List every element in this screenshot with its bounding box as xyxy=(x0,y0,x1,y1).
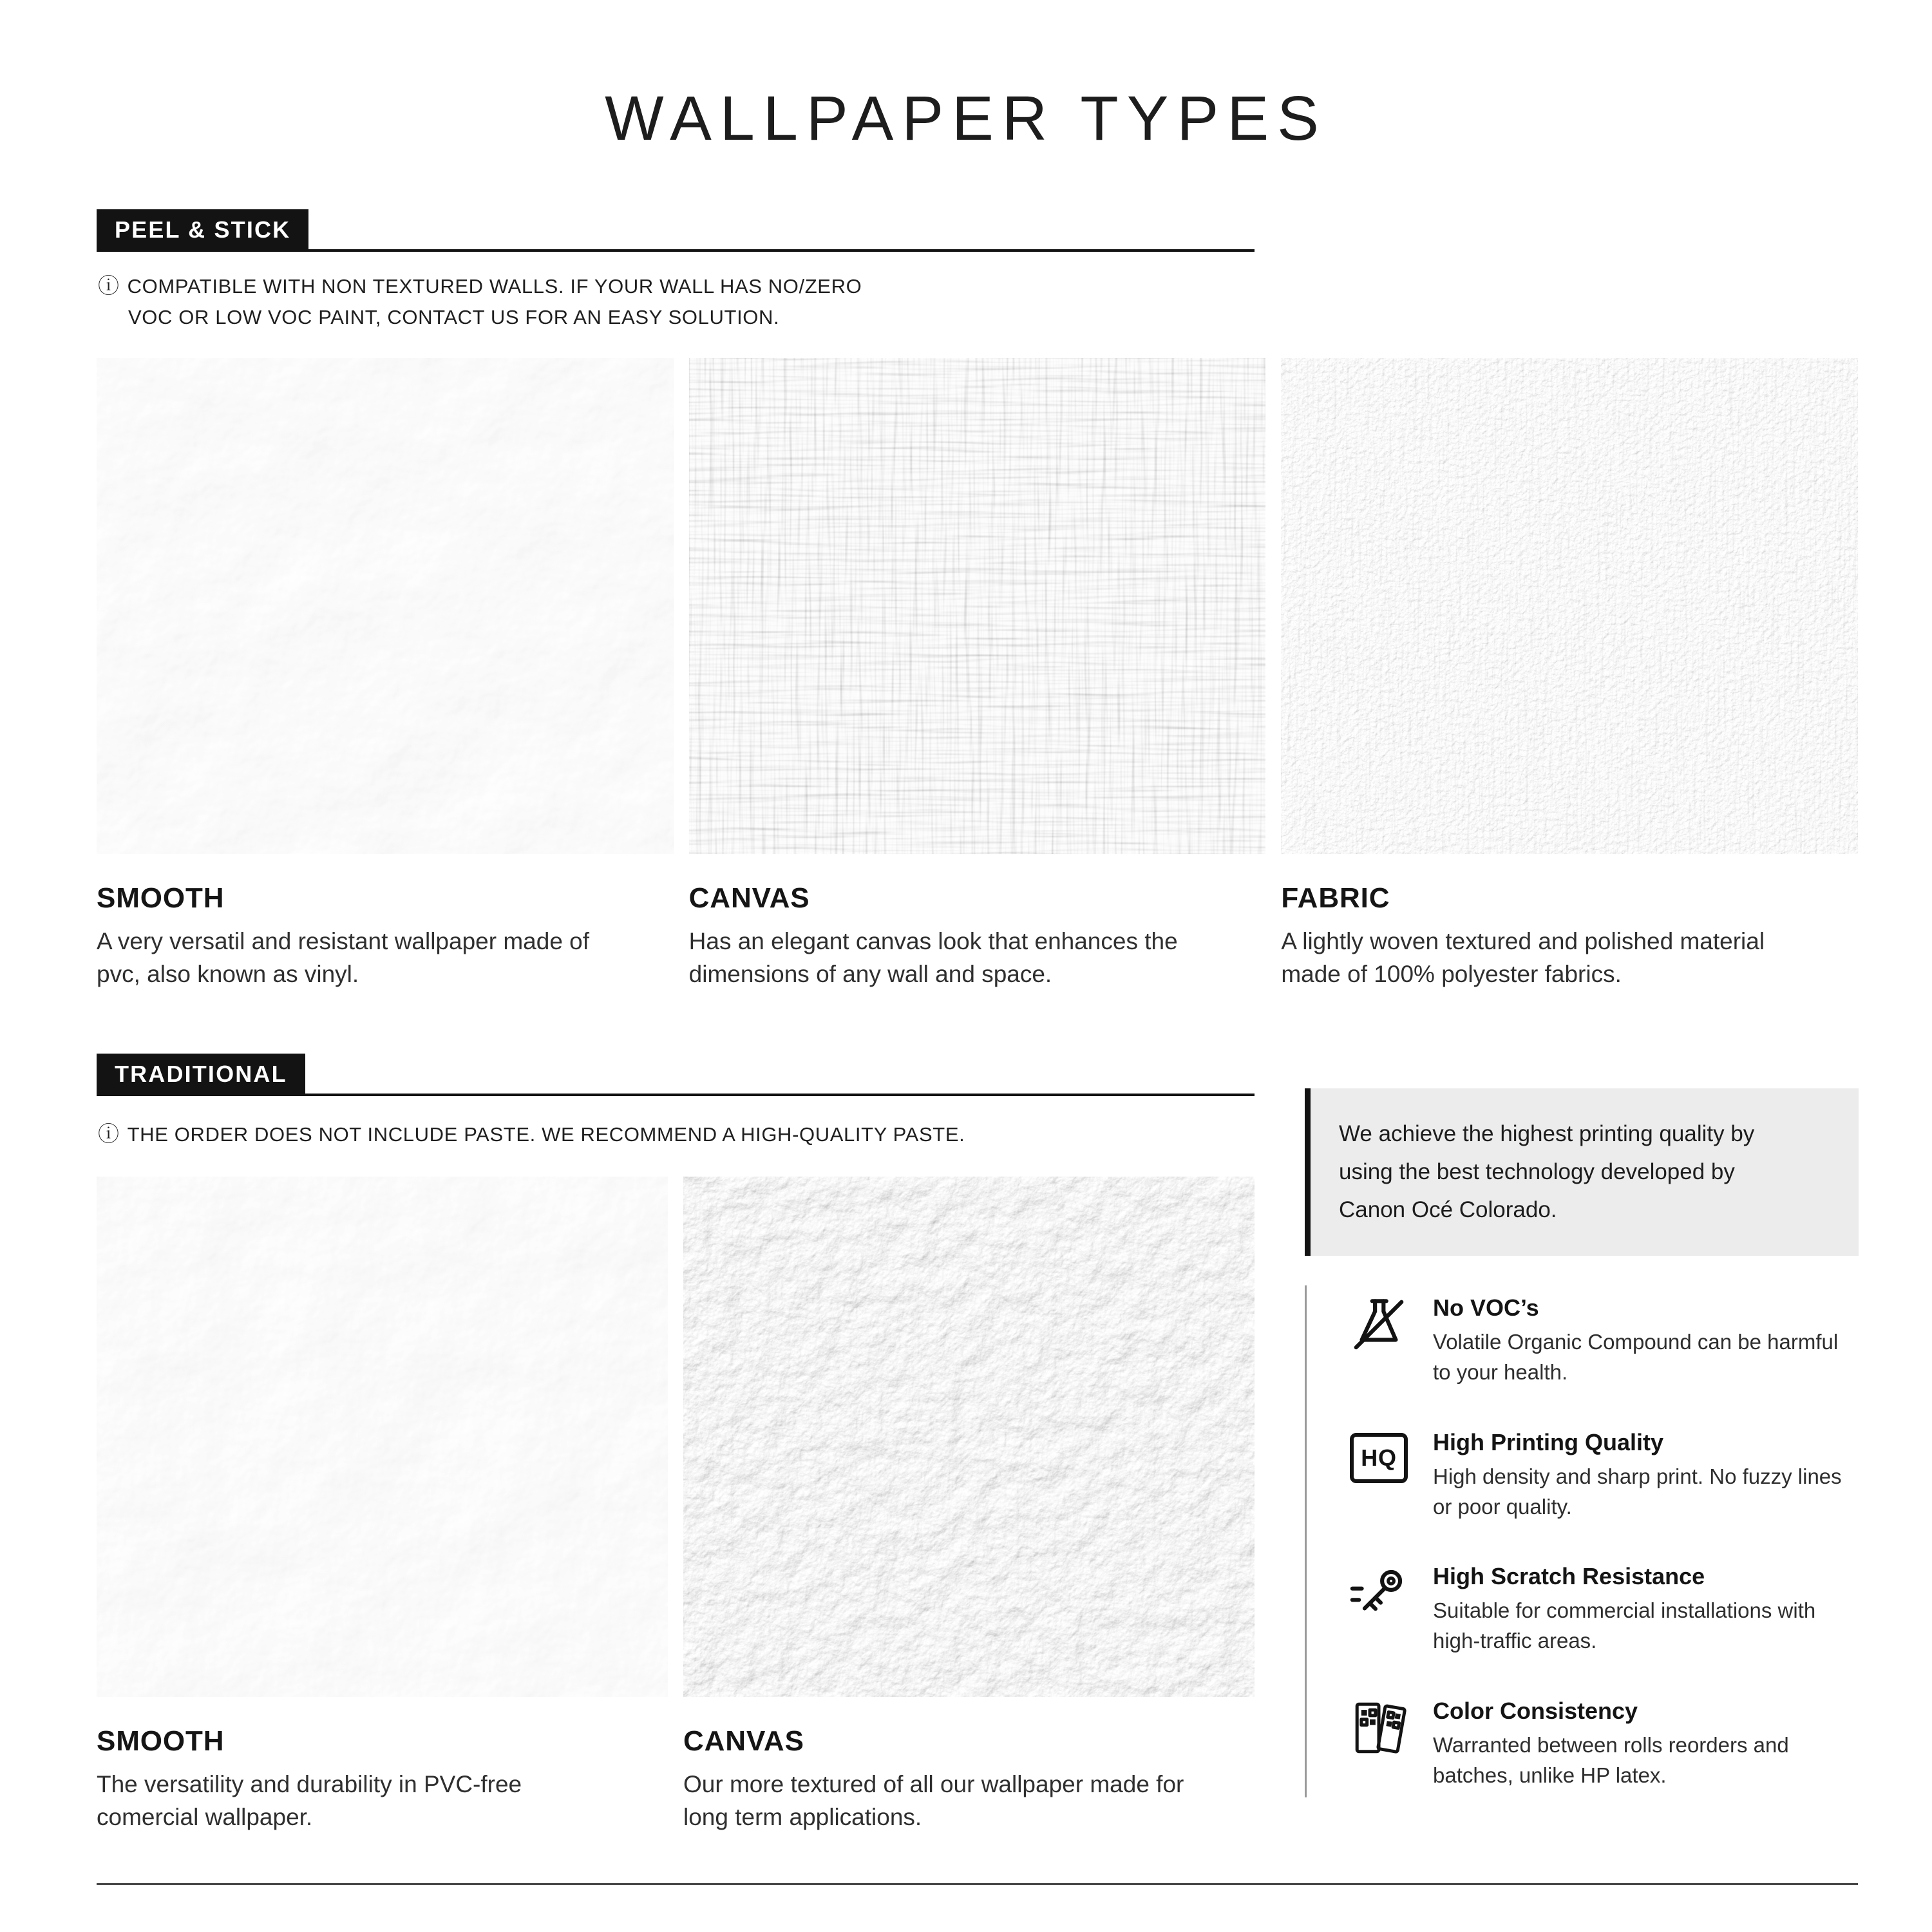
traditional-note-line xyxy=(98,1117,965,1150)
peel-stick-note-line-1 xyxy=(98,269,862,302)
feature-description: Suitable for commercial installations with high-traffic areas. xyxy=(1433,1598,1816,1653)
feature-no-voc xyxy=(1348,1294,1869,1388)
swatch-texture-canvas-weave xyxy=(689,358,1266,854)
no-voc-icon xyxy=(1348,1294,1410,1388)
swatch-description: A lightly woven textured and polished material made of 100% polyester fabrics. xyxy=(1281,928,1765,988)
feature-description: Warranted between rolls reorders and batches, unlike HP latex. xyxy=(1433,1733,1789,1788)
peel-stick-swatch-grid xyxy=(97,358,1858,990)
swatch-description: Our more textured of all our wallpaper made for long term applications. xyxy=(683,1771,1184,1831)
feature-description: High density and sharp print. No fuzzy lines or poor quality. xyxy=(1433,1464,1842,1519)
swatch-card-fabric-peel-stick xyxy=(1281,358,1858,990)
feature-color-consistency xyxy=(1348,1698,1869,1791)
swatch-name: SMOOTH xyxy=(97,882,225,914)
swatch-name: CANVAS xyxy=(683,1725,804,1757)
traditional-section-header xyxy=(97,1054,1255,1096)
feature-title: High Printing Quality xyxy=(1433,1428,1663,1455)
note-text: COMPATIBLE WITH NON TEXTURED WALLS. IF YOUR WALL HAS NO/ZERO xyxy=(127,275,862,298)
traditional-note xyxy=(98,1117,965,1150)
feature-high-scratch-resistance xyxy=(1348,1563,1869,1656)
feature-title: No VOC’s xyxy=(1433,1294,1539,1321)
feature-high-printing-quality xyxy=(1348,1429,1869,1522)
peel-stick-section-header xyxy=(97,209,1255,252)
swatch-card-canvas-traditional xyxy=(683,1177,1255,1833)
callout-text: We achieve the highest printing quality by using the best technology developed by Canon Océ Colorado. xyxy=(1339,1121,1755,1222)
swatch-texture-woven-polyester xyxy=(1281,358,1858,854)
features-list xyxy=(1305,1285,1869,1797)
color-consistency-icon xyxy=(1348,1698,1410,1791)
feature-title: Color Consistency xyxy=(1433,1698,1638,1725)
peel-stick-note xyxy=(98,269,862,333)
swatch-description: The versatility and durability in PVC-free comercial wallpaper. xyxy=(97,1771,522,1831)
note-text: THE ORDER DOES NOT INCLUDE PASTE. WE RECOMMEND A HIGH-QUALITY PASTE. xyxy=(127,1123,965,1146)
swatch-description: Has an elegant canvas look that enhances the dimensions of any wall and space. xyxy=(688,928,1178,988)
swatch-name: FABRIC xyxy=(1281,882,1390,914)
swatch-texture-coarse-canvas xyxy=(683,1177,1255,1697)
printing-quality-callout xyxy=(1305,1088,1859,1256)
page-title: WALLPAPER TYPES xyxy=(605,83,1327,153)
peel-stick-note-line-2 xyxy=(98,302,862,333)
swatch-card-smooth-peel-stick xyxy=(97,358,674,990)
swatch-name: CANVAS xyxy=(688,882,810,914)
peel-stick-badge: PEEL & STICK xyxy=(97,209,308,249)
traditional-badge: TRADITIONAL xyxy=(97,1054,305,1094)
scratch-resistance-icon xyxy=(1348,1563,1410,1656)
swatch-description: A very versatil and resistant wallpaper made of pvc, also known as vinyl. xyxy=(97,928,590,988)
note-text: VOC OR LOW VOC PAINT, CONTACT US FOR AN EASY SOLUTION. xyxy=(128,306,780,329)
hq-icon xyxy=(1348,1429,1410,1522)
info-icon: ⓘ xyxy=(98,1122,120,1146)
bottom-divider xyxy=(97,1883,1858,1885)
feature-description: Volatile Organic Compound can be harmful to your health. xyxy=(1433,1330,1839,1384)
hq-icon-label: HQ xyxy=(1350,1433,1408,1483)
swatch-name: SMOOTH xyxy=(97,1725,225,1757)
traditional-swatch-grid xyxy=(97,1177,1255,1833)
swatch-texture-smooth-pvc-free xyxy=(97,1177,668,1697)
info-icon: ⓘ xyxy=(98,274,120,298)
swatch-texture-smooth-vinyl xyxy=(97,358,674,854)
swatch-card-smooth-traditional xyxy=(97,1177,668,1833)
swatch-card-canvas-peel-stick xyxy=(689,358,1266,990)
feature-title: High Scratch Resistance xyxy=(1433,1563,1705,1590)
